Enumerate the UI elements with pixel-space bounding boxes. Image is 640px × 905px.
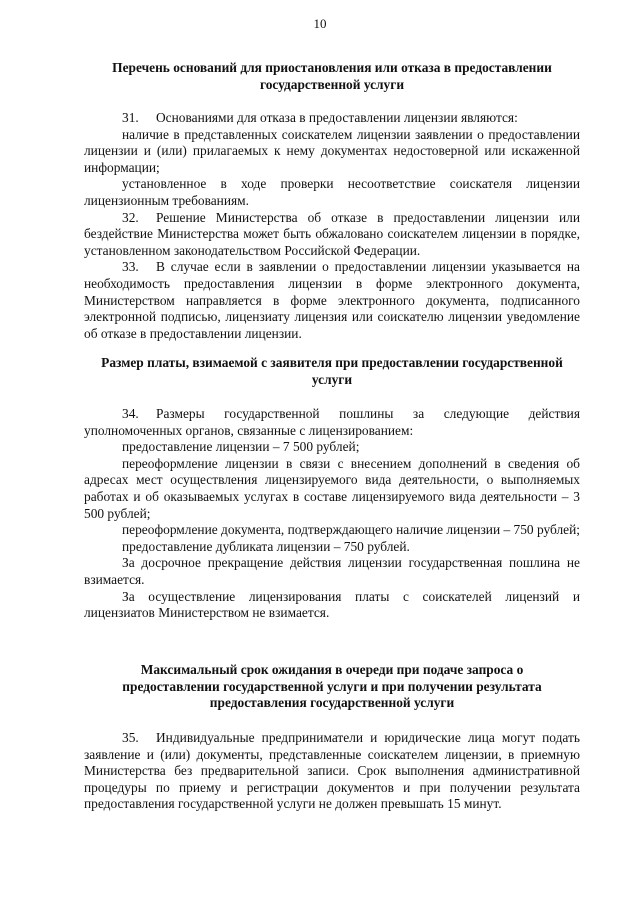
paragraph-34: 34. Размеры государственной пошлины за следующие действия уполномоченных органов, связанные с лицензированием: (84, 406, 580, 438)
section-body-fee (84, 406, 580, 622)
paragraph-item: переоформление лицензии в связи с внесением дополнений в сведения об адресах мест осуществления лицензируемого вида деятельности, о выполняемых работах и об оказываемых услугах в составе лицензируемого вида деятельности – 3 500 рублей; (84, 455, 580, 521)
section-heading-suspension-refusal: Перечень оснований для приостановления или отказа в предоставлении государственной услуги (112, 60, 552, 92)
paragraph-33: 33. В случае если в заявлении о предоставлении лицензии указывается на необходимость предоставления лицензии в форме электронного документа, Министерством направляется в форме электронного документа, подписанного электронной подписью, лицензиату лицензия или соискателю лицензии уведомление об отказе в предоставлении лицензии. (84, 259, 580, 341)
paragraph-item: предоставление лицензии – 7 500 рублей; (122, 439, 360, 455)
paragraph-item: переоформление документа, подтверждающего наличие лицензии – 750 рублей; (122, 522, 580, 538)
paragraph-number: 34. (122, 406, 139, 421)
section-body-suspension-refusal (84, 110, 580, 342)
paragraph-31: 31. Основаниями для отказа в предоставлении лицензии являются: (122, 110, 518, 125)
paragraph-item: установленное в ходе проверки несоответствие соискателя лицензии лицензионным требованиям. (84, 176, 580, 208)
paragraph-item: За досрочное прекращение действия лицензии государственная пошлина не взимается. (84, 555, 580, 587)
page-number: 10 (313, 16, 327, 31)
paragraph-item: предоставление дубликата лицензии – 750 рублей. (122, 538, 410, 554)
paragraph-number: 32. (122, 209, 139, 225)
paragraph-number: 33. (122, 259, 139, 275)
paragraph-item: За осуществление лицензирования платы с соискателей лицензий и лицензиатов Министерством не взимается. (84, 588, 580, 621)
paragraph-number: 31. (122, 110, 139, 125)
paragraph-35: 35. Индивидуальные предприниматели и юридические лица могут подать заявление и (или) документы, представленные соискателем лицензии, в приемную Министерства без предварительной записи. Срок выполнения административной процедуры по приему и регистрации документов и при получении результата предоставления государственной услуги не должен превышать 15 минут. (84, 730, 580, 812)
section-heading-fee: Размер платы, взимаемой с заявителя при предоставлении государственной услуги (101, 355, 563, 387)
section-heading-queue-time: Максимальный срок ожидания в очереди при подаче запроса о предоставлении государственной услуги и при получении результата предоставления государственной услуги (122, 662, 542, 711)
section-body-queue-time (84, 730, 580, 813)
paragraph-32: 32. Решение Министерства об отказе в предоставлении лицензии или бездействие Министерства может быть обжаловано соискателем лицензии в порядке, установленном законодательством Российской Федерации. (84, 209, 580, 258)
paragraph-item: наличие в представленных соискателем лицензии заявлении о предоставлении лицензии и (или) прилагаемых к нему документах недостоверной или искаженной информации; (84, 126, 580, 175)
paragraph-number: 35. (122, 730, 139, 745)
